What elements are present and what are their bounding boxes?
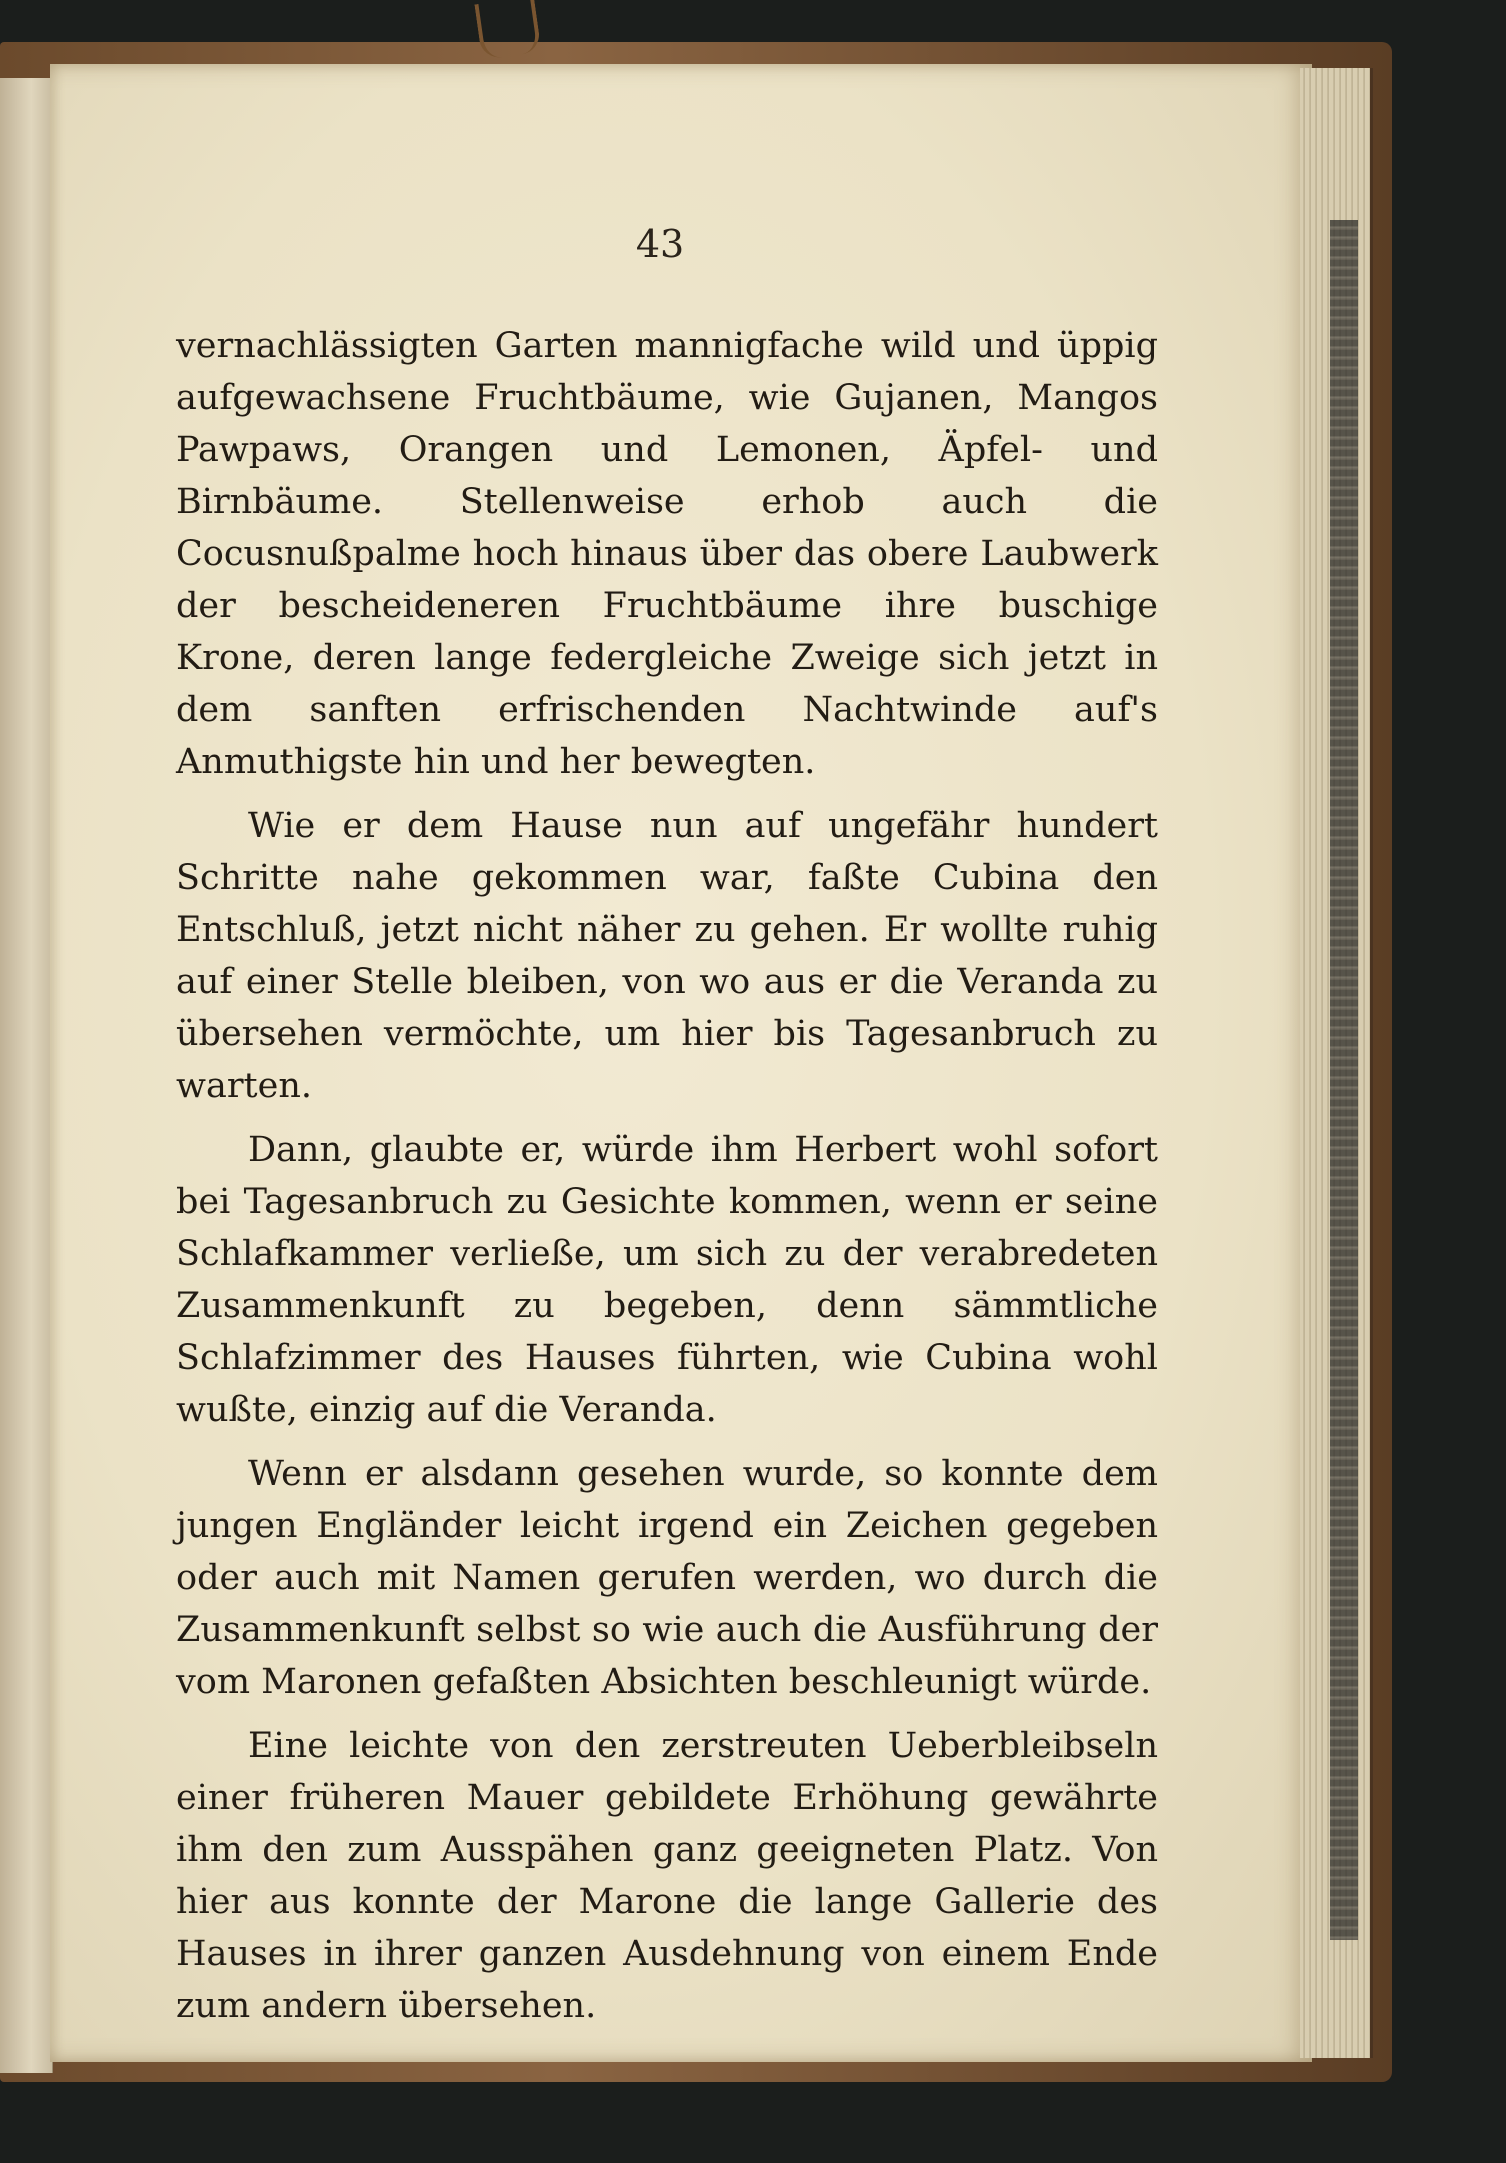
page-number: 43 (635, 222, 685, 266)
book-page (50, 64, 1312, 2062)
paragraph-5: Eine leichte von den zerstreuten Ueberbleibseln einer früheren Mauer gebildete Erhöhung gewährte ihm den zum Ausspähen ganz geeigneten Platz. Von hier aus konnte der Marone die lange Gallerie des Hauses in ihrer ganzen Ausdehnung von einem Ende zum andern übersehen. (176, 1726, 1158, 2026)
page-block-shadow (1330, 220, 1358, 1940)
paragraph-2: Wie er dem Hause nun auf ungefähr hundert Schritte nahe gekommen war, faßte Cubina den Entschluß, jetzt nicht näher zu gehen. Er wollte ruhig auf einer Stelle bleiben, von wo aus er die Veranda zu übersehen vermöchte, um hier bis Tagesanbruch zu warten. (176, 806, 1158, 1106)
paragraph-3: Dann, glaubte er, würde ihm Herbert wohl sofort bei Tagesanbruch zu Gesichte kommen, wenn er seine Schlafkammer verließe, um sich zu der verabredeten Zusammenkunft zu begeben, denn sämmtliche Schlafzimmer des Hauses führten, wie Cubina wohl wußte, einzig auf die Veranda. (176, 1130, 1158, 1430)
body-text (176, 320, 1158, 2044)
paragraph-1: vernachlässigten Garten mannigfache wild und üppig aufgewachsene Fruchtbäume, wie Gujanen, Mangos Pawpaws, Orangen und Lemonen, Äpfel- und Birnbäume. Stellenweise erhob auch die Cocusnußpalme hoch hinaus über das obere Laubwerk der bescheideneren Fruchtbäume ihre buschige Krone, deren lange federgleiche Zweige sich jetzt in dem sanften erfrischenden Nachtwinde auf's Anmuthigste hin und her bewegten. (176, 326, 1158, 782)
paragraph-4: Wenn er alsdann gesehen wurde, so konnte dem jungen Engländer leicht irgend ein Zeichen gegeben oder auch mit Namen gerufen werden, wo durch die Zusammenkunft selbst so wie auch die Ausführung der vom Maronen gefaßten Absichten beschleunigt würde. (176, 1454, 1158, 1702)
facing-page-edge (0, 78, 53, 2073)
